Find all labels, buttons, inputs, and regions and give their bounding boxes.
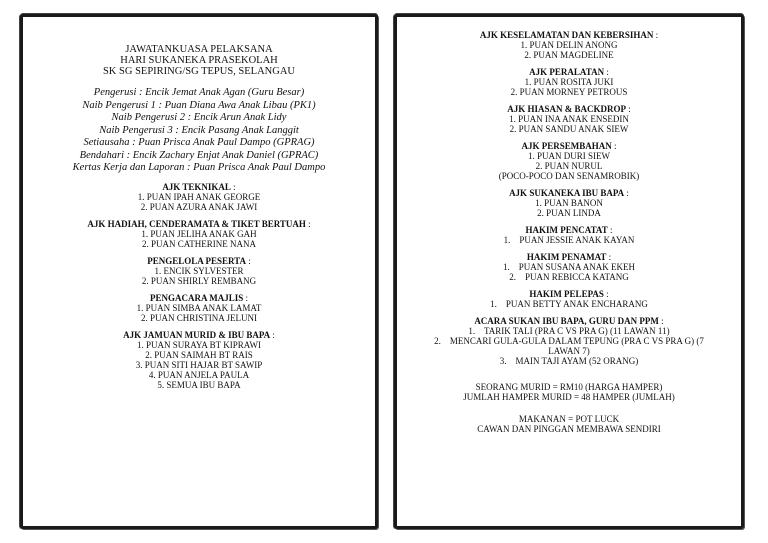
food-info [397,414,741,434]
member-item: 1. PUAN DELIN ANONG [520,40,618,50]
event-item: 1. TARIK TALI (PRA C VS PRA G) (11 LAWAN 11) [468,326,670,336]
member-item: 2. PUAN MORNEY PETROUS [510,87,628,97]
officer-line: Setiausaha : Puan Prisca Anak Paul Dampo (GPRAG) [83,137,315,148]
member-item: 1. PUAN JELIHA ANAK GAH [141,228,257,239]
event-item: 2. MENCARI GULA-GULA DALAM TEPUNG (PRA C VS PRA G) (7 LAWAN 7) [434,336,707,356]
member-item: 1. PUAN ROSITA JUKI [524,77,614,87]
member-item: 2. PUAN MAGDELINE [524,50,614,60]
member-item: 1. PUAN BETTY ANAK ENCHARANG [490,299,648,309]
section-title: AJK PERALATAN [529,67,605,77]
food-line: CAWAN DAN PINGGAN MEMBAWA SENDIRI [477,424,661,434]
header-line-2: HARI SUKANEKA PRASEKOLAH [120,55,278,66]
event-item: 3. MAIN TAJI AYAM (52 ORANG) [499,356,639,366]
header-line-1: JAWATANKUASA PELAKSANA [125,44,273,55]
section-title: PENGACARA MAJLIS [149,292,244,303]
left-page [20,14,378,529]
officer-line: Naib Pengerusi 2 : Encik Arun Anak Lidy [111,112,287,123]
member-item: 1. PUAN BANON [535,198,603,208]
section-title: AJK HADIAH, CENDERAMATA & TIKET BERTUAH [87,218,306,229]
header-line-3: SK SG SEPIRING/SG TEPUS, SELANGAU [102,66,296,77]
member-item: 2. PUAN CHRISTINA JELUNI [140,312,257,323]
officer-line: Pengerusi : Encik Jemat Anak Agan (Guru Besar) [93,87,305,98]
section-persembahan: AJK PERSEMBAHAN : 1. PUAN DURI SIEW 2. PUAN NURUL (POCO-POCO DAN SENAMROBIK) [397,141,741,181]
section-title: AJK KESELAMATAN DAN KEBERSIHAN [479,30,654,40]
section-title: AJK TEKNIKAL [162,181,231,192]
member-item: 2. PUAN REBICCA KATANG [509,272,629,282]
food-line: MAKANAN = POT LUCK [518,414,620,424]
section-sukaneka-ibu-bapa: AJK SUKANEKA IBU BAPA : 1. PUAN BANON 2. PUAN LINDA [397,188,741,218]
member-item: 1. PUAN SURAYA BT KIPRAWI [136,339,262,350]
officer-line: Naib Pengerusi 3 : Encik Pasang Anak Langgit [99,124,299,136]
officer-line: Naib Pengerusi 1 : Puan Diana Awa Anak Libau (PK1) [82,99,316,111]
section-peralatan: AJK PERALATAN : 1. PUAN ROSITA JUKI 2. PUAN MORNEY PETROUS [397,67,741,97]
hamper-info [397,382,741,402]
section-jamuan: AJK JAMUAN MURID & IBU BAPA : 1. PUAN SURAYA BT KIPRAWI 2. PUAN SAIMAH BT RAIS 3. PUAN SITI HAJAR BT SAWIP 4. PUAN ANJELA PAULA 5. SEMUA IBU BAPA [23,330,375,390]
hamper-line: JUMLAH HAMPER MURID = 48 HAMPER (JUMLAH) [463,392,675,402]
member-item: 4. PUAN ANJELA PAULA [148,369,250,380]
member-item: 1. ENCIK SYLVESTER [154,265,244,276]
section-title: AJK HIASAN & BACKDROP [507,104,626,114]
member-item: 2. PUAN SAIMAH BT RAIS [145,349,253,360]
section-title: AJK PERSEMBAHAN [521,141,612,151]
member-item: 1. PUAN JESSIE ANAK KAYAN [503,235,635,245]
section-pengelola: PENGELOLA PESERTA : 1. ENCIK SYLVESTER 2. PUAN SHIRLY REMBANG [23,256,375,286]
member-item: 1. PUAN DURI SIEW [528,151,610,161]
section-keselamatan: AJK KESELAMATAN DAN KEBERSIHAN : 1. PUAN DELIN ANONG 2. PUAN MAGDELINE [397,30,741,60]
section-title: ACARA SUKAN IBU BAPA, GURU DAN PPM [474,316,659,326]
member-item: 5. SEMUA IBU BAPA [157,379,241,390]
hamper-line: SEORANG MURID = RM10 (HARGA HAMPER) [475,382,663,392]
section-title: PENGELOLA PESERTA [147,255,247,266]
member-item: 2. PUAN NURUL [535,161,603,171]
section-hiasan: AJK HIASAN & BACKDROP : 1. PUAN INA ANAK ENSEDIN 2. PUAN SANDU ANAK SIEW [397,104,741,134]
section-hakim-penamat: HAKIM PENAMAT : 1. PUAN SUSANA ANAK EKEH 2. PUAN REBICCA KATANG [397,252,741,282]
section-title: HAKIM PENAMAT [526,252,607,262]
title-block [23,44,375,77]
section-title: AJK SUKANEKA IBU BAPA [509,188,625,198]
section-title: HAKIM PELEPAS [529,289,604,299]
member-item: 3. PUAN SITI HAJAR BT SAWIP [135,359,263,370]
member-item: 2. PUAN CATHERINE NANA [142,238,256,249]
section-hakim-pelepas: HAKIM PELEPAS : 1. PUAN BETTY ANAK ENCHARANG [397,289,741,309]
member-item: 2. PUAN SANDU ANAK SIEW [509,124,629,134]
member-item: (POCO-POCO DAN SENAMROBIK) [498,171,640,181]
section-title: AJK JAMUAN MURID & IBU BAPA [123,329,271,340]
section-hakim-pencatat: HAKIM PENCATAT : 1. PUAN JESSIE ANAK KAYAN [397,225,741,245]
right-page [394,14,744,529]
member-item: 1. PUAN INA ANAK ENSEDIN [509,114,629,124]
section-hadiah: AJK HADIAH, CENDERAMATA & TIKET BERTUAH : 1. PUAN JELIHA ANAK GAH 2. PUAN CATHERINE NANA [23,219,375,249]
section-title: HAKIM PENCATAT [525,225,608,235]
section-acara-sukan: ACARA SUKAN IBU BAPA, GURU DAN PPM : 1. TARIK TALI (PRA C VS PRA G) (11 LAWAN 11) 2. MENCARI GULA-GULA DALAM TEPUNG (PRA C VS PRA G) (7 LAWAN 7) 3. MAIN TAJI AYAM (52 ORANG) [397,316,741,366]
officers-list [23,87,375,175]
section-pengacara: PENGACARA MAJLIS : 1. PUAN SIMBA ANAK LAMAT 2. PUAN CHRISTINA JELUNI [23,293,375,323]
member-item: 2. PUAN SHIRLY REMBANG [141,275,257,286]
section-teknikal: AJK TEKNIKAL : 1. PUAN IPAH ANAK GEORGE 2. PUAN AZURA ANAK JAWI [23,182,375,212]
officer-line: Bendahari : Encik Zachary Enjat Anak Daniel (GPRAC) [79,149,319,161]
officer-line: Kertas Kerja dan Laporan : Puan Prisca Anak Paul Dampo [72,162,326,173]
member-item: 1. PUAN IPAH ANAK GEORGE [137,191,261,202]
member-item: 2. PUAN AZURA ANAK JAWI [140,201,258,212]
member-item: 1. PUAN SIMBA ANAK LAMAT [136,302,262,313]
member-item: 2. PUAN LINDA [537,208,601,218]
member-item: 1. PUAN SUSANA ANAK EKEH [502,262,635,272]
